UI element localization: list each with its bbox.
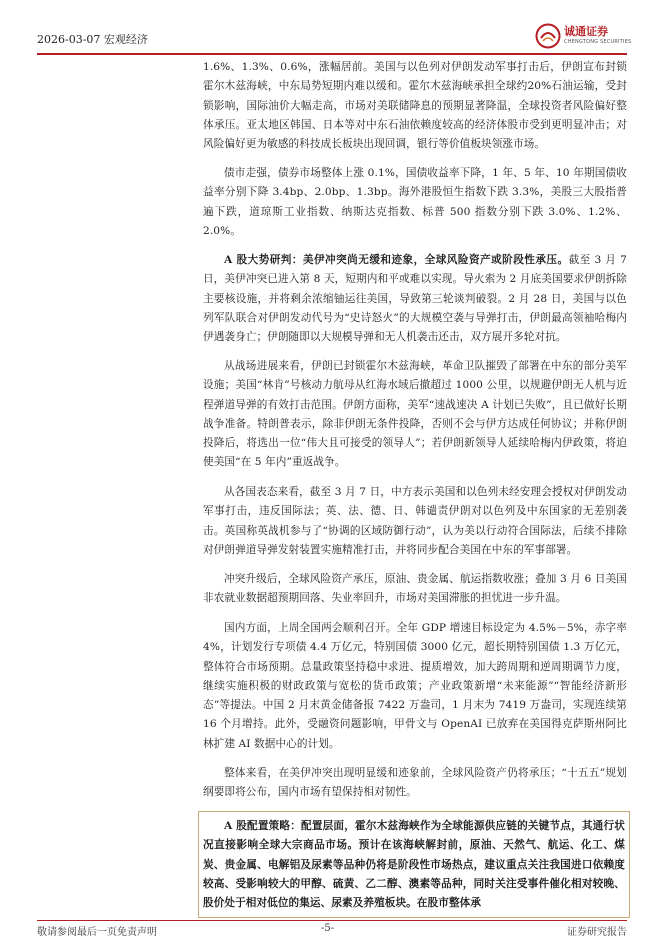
logo-mark-icon	[535, 23, 561, 49]
footer-report-type: 证券研究报告	[567, 927, 627, 936]
paragraph-text: 债市走强，债券市场整体上涨 0.1%，国债收益率下降，1 年、5 年、10 年期国债收益率分别下降 3.4bp、2.0bp、1.3bp。海外港股恒生指数下跌 3.3%，美股三大股指普遍下跌，道琼斯工业指数、纳斯达克指数、标普 500 指数分别下跌 3.0%、1.2%、2.0%。	[203, 167, 627, 237]
paragraph-a-share-outlook	[203, 251, 627, 347]
strategy-box	[198, 811, 630, 918]
header-date-section: 2026-03-07 宏观经济	[37, 33, 148, 46]
logo-name: 诚通证券	[564, 25, 608, 38]
paragraph-text: 1.6%、1.3%、0.6%，涨幅居前。美国与以色列对伊朗发动军事打击后，伊朗宣布封锁霍尔木兹海峡，中东局势短期内难以缓和。霍尔木兹海峡承担全球约20%石油运输，受封锁影响，国际油价大幅走高，市场对美联储降息的预期显著降温，全球投资者风险偏好整体承压。亚太地区韩国、日本等对中东石油依赖度较高的经济体股市受到更明显冲击；对风险偏好更为敏感的科技成长板块出现回调，银行等价值板块领涨市场。	[203, 61, 627, 151]
paragraph-text: 整体来看，在美伊冲突出现明显缓和迹象前，全球风险资产仍将承压；“十五五”规划纲要即将公布，国内市场有望保持相对韧性。	[203, 767, 627, 799]
paragraph-domestic	[203, 619, 627, 754]
paragraph-risk-assets	[203, 570, 627, 609]
footer-page-number: -5-	[321, 923, 335, 934]
paragraph-summary	[203, 764, 627, 803]
logo-subtitle: CHENGTONG SECURITIES	[564, 39, 632, 45]
paragraph-text: 国内方面，上周全国两会顺利召开。全年 GDP 增速目标设定为 4.5%－5%，赤字率 4%，计划发行专项债 4.4 万亿元，特别国债 3000 亿元，超长期特别国债 1.3 万亿元，整体符合市场预期。总量政策坚持稳中求进、提质增效，加大跨周期和逆周期调节力度，继续实施积极的财政政策与宽松的货币政策；产业政策新增“未来能源”“智能经济新形态”等提法。中国 2 月末黄金储备报 7422 万盎司，1 月末为 7419 万盎司，实现连续第 16 个月增持。此外，受融资问题影响，甲骨文与 OpenAI 已放弃在美国得克萨斯州阿比林扩建 AI 数据中心的计划。	[203, 622, 627, 750]
paragraph-bold-lead: A 股大势研判：美伊冲突尚无缓和迹象，全球风险资产或阶段性承压。	[224, 254, 569, 266]
paragraph-text: 截至 3 月 7 日，美伊冲突已进入第 8 天，短期内和平或难以实现。导火索为 2 月底美国要求伊朗拆除主要核设施，并将剩余浓缩铀运往美国，导致第三轮谈判破裂。2 月 28 日，美国与以色列军队联合对伊朗发动代号为“史诗怒火”的大规模空袭与导弹打击，伊朗最高领袖哈梅内伊遇袭身亡；伊朗随即以大规模导弹和无人机袭击还击，双方展开多轮对抗。	[203, 254, 627, 344]
paragraph-country-stances	[203, 483, 627, 560]
page-header	[37, 22, 632, 52]
header-rule	[37, 53, 627, 55]
paragraph-bond-market	[203, 164, 627, 241]
paragraph-text: 从各国表态来看，截至 3 月 7 日，中方表示美国和以色列未经安理会授权对伊朗发动军事打击，违反国际法；英、法、德、日、韩谴责伊朗对以色列及中东国家的无差别袭击。英国称英战机参与了“协调的区域防御行动”，认为美以行动符合国际法，后续不排除对伊朗弹道导弹发射装置实施精准打击，并将同步配合美国在中东的军事部署。	[203, 486, 627, 556]
paragraph-market-overview	[203, 58, 627, 154]
paragraph-text: 冲突升级后，全球风险资产承压，原油、贵金属、航运指数收涨；叠加 3 月 6 日美国非农就业数据超预期回落、失业率回升，市场对美国滞胀的担忧进一步升温。	[203, 573, 627, 605]
footer-disclaimer: 敬请参阅最后一页免责声明	[37, 927, 157, 936]
paragraph-battlefield	[203, 357, 627, 473]
paragraph-bold-lead: A 股配置策略：配置层面，霍尔木兹海峡作为全球能源供应链的关键节点，其通行状况直接影响全球大宗商品市场。预计在该海峡解封前，原油、天然气、航运、化工、煤炭、贵金属、电解铝及尿素等品种仍将是阶段性市场热点，建议重点关注我国进口依赖度较高、受影响较大的甲醇、硫黄、乙二醇、澳素等品种，同时关注受事件催化相对较晚、股价处于相对低位的集运、尿素及养殖板块。在股市整体承	[203, 820, 625, 910]
paragraph-allocation-strategy	[203, 817, 625, 913]
paragraph-text: 从战场进展来看，伊朗已封锁霍尔木兹海峡，革命卫队摧毁了部署在中东的部分美军设施；美国“林肯”号核动力航母从红海水域后撤超过 1000 公里，以规避伊朗无人机与近程弹道导弹的有效打击范围。伊朗方面称，美军“速战速决 A 计划已失败”，且已做好长期战争准备。特朗普表示，除非伊朗无条件投降，否则不会与伊方达成任何协议；并称伊朗投降后，将选出一位“伟大且可接受的领导人”；若伊朗新领导人延续哈梅内伊政策，将迫使美国“在 5 年内”重返战争。	[203, 360, 627, 469]
brand-logo	[535, 22, 632, 50]
footer-rule	[37, 920, 627, 921]
